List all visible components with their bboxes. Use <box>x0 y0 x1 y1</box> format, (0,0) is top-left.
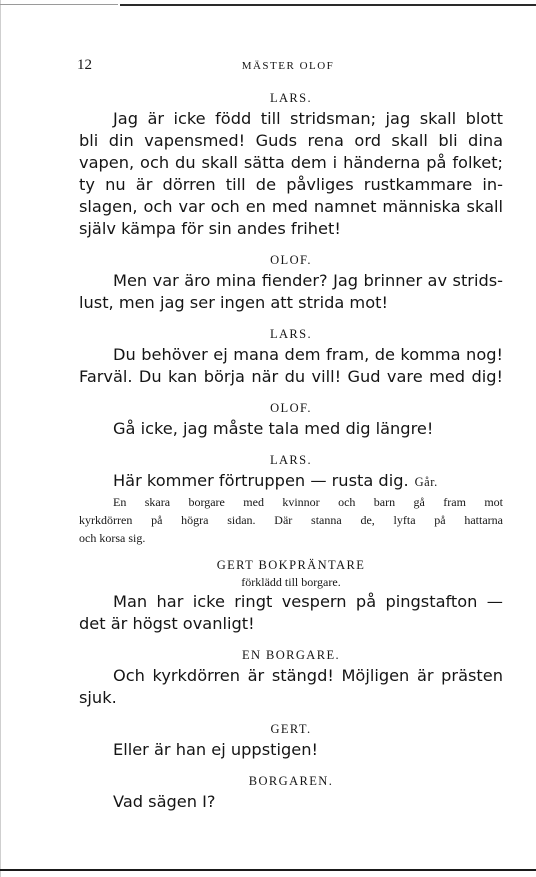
speaker-name: GERT. <box>270 722 312 736</box>
stage-direction-line: och korsa sig. <box>79 531 146 545</box>
speaker-name: LARS. <box>269 453 313 467</box>
page-body <box>79 88 503 813</box>
speaker-name: OLOF. <box>270 401 312 415</box>
stage-direction-line: kyrkdörren på högra sidan. Där stanna de, lyfta på hattarna <box>79 513 503 527</box>
speaker-name: GERT BOKPRÄNTARE <box>216 558 366 572</box>
page-number: 12 <box>77 57 92 73</box>
dialogue-line: slagen, och var och en med namnet människa skall <box>79 197 503 216</box>
dialogue-line: Vad sägen I? <box>113 792 216 811</box>
top-rule-thin <box>0 4 118 5</box>
stage-direction-line: En skara borgare med kvinnor och barn gå fram mot <box>113 495 503 509</box>
dialogue-line: ty nu är dörren till de påvliges rustkammare in- <box>79 175 503 194</box>
dialogue-line: Man har icke ringt vespern på pingstafton — <box>113 592 503 611</box>
dialogue-line: lust, men jag ser ingen att strida mot! <box>79 293 388 312</box>
speaker-name: LARS. <box>269 327 313 341</box>
dialogue-line: Men var äro mina fiender? Jag brinner av strids- <box>113 271 503 290</box>
dialogue-line: bli din vapensmed! Guds rena ord skall bli dina <box>79 131 503 150</box>
inline-stage-direction: Går. <box>414 475 438 489</box>
speaker-note: förklädd till borgare. <box>241 575 341 589</box>
page-left-edge <box>0 0 1 877</box>
speaker-name: EN BORGARE. <box>241 648 341 662</box>
dialogue-line: det är högst ovanligt! <box>79 614 255 633</box>
dialogue-line: vapen, och du skall sätta dem i händerna på folket; <box>79 153 503 172</box>
speaker-name: LARS. <box>269 91 313 105</box>
running-head: MÄSTER OLOF <box>241 60 335 72</box>
bottom-rule <box>0 869 536 871</box>
speaker-name: BORGAREN. <box>248 774 334 788</box>
dialogue-line: själv kämpa för sin andes frihet! <box>79 219 341 238</box>
dialogue-line: Eller är han ej uppstigen! <box>113 740 318 759</box>
dialogue-line: Farväl. Du kan börja när du vill! Gud vare med dig! <box>79 367 503 386</box>
dialogue-text: Här kommer förtruppen — rusta dig. <box>113 471 409 490</box>
speaker-name: OLOF. <box>270 253 312 267</box>
dialogue-line: Och kyrkdörren är stängd! Möjligen är prästen <box>113 666 503 685</box>
top-rule <box>120 4 536 6</box>
dialogue-line <box>79 470 503 493</box>
dialogue-line: Du behöver ej mana dem fram, de komma nog! <box>113 345 503 364</box>
dialogue-line: Jag är icke född till stridsman; jag skall blott <box>113 109 503 128</box>
dialogue-line: sjuk. <box>79 688 117 707</box>
dialogue-line: Gå icke, jag måste tala med dig längre! <box>113 419 434 438</box>
